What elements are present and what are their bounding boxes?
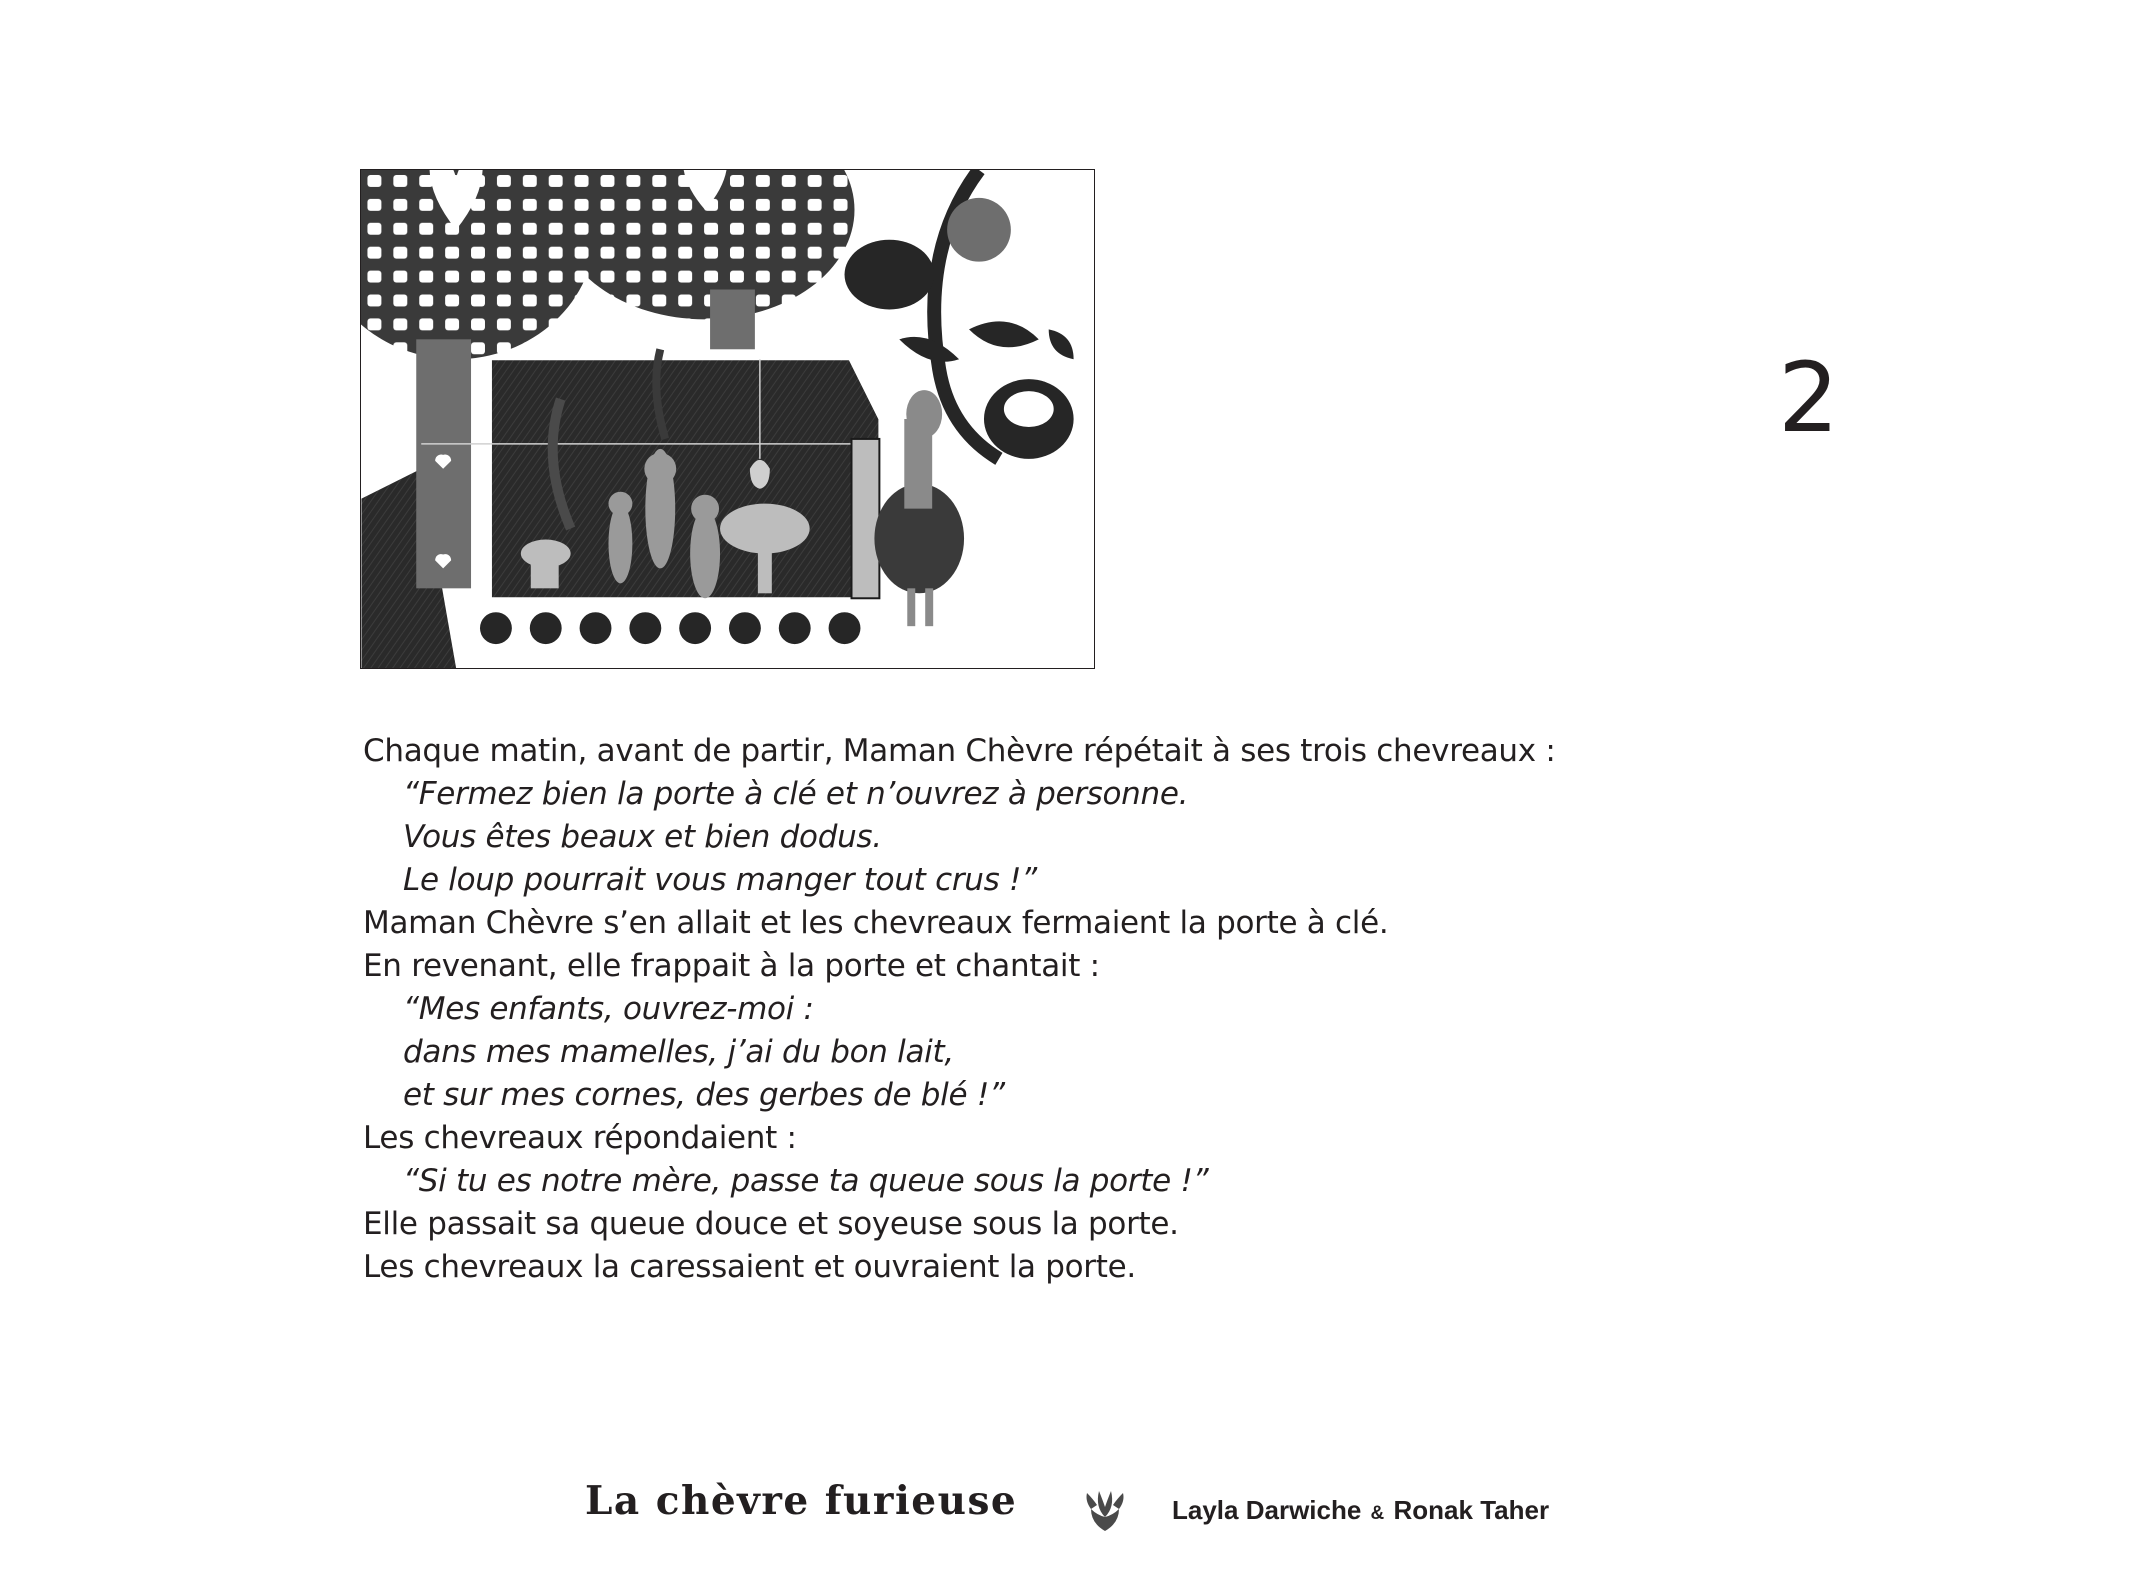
book-title: La chèvre furieuse bbox=[585, 1478, 1018, 1524]
story-line: Les chevreaux répondaient : bbox=[363, 1120, 797, 1156]
story-quote-line: “Si tu es notre mère, passe ta queue sous la porte !” bbox=[403, 1163, 1209, 1199]
page-number: 2 bbox=[1778, 342, 1840, 454]
story-text bbox=[363, 730, 1663, 1289]
story-illustration bbox=[360, 169, 1095, 669]
story-line: Chaque matin, avant de partir, Maman Chèvre répétait à ses trois chevreaux : bbox=[363, 733, 1556, 769]
story-quote-line: “Mes enfants, ouvrez-moi : bbox=[403, 991, 814, 1027]
authors bbox=[1172, 1497, 1549, 1523]
story-line: Maman Chèvre s’en allait et les chevreaux fermaient la porte à clé. bbox=[363, 905, 1389, 941]
story-quote-line: Vous êtes beaux et bien dodus. bbox=[403, 819, 882, 855]
story-line: Elle passait sa queue douce et soyeuse sous la porte. bbox=[363, 1206, 1179, 1242]
story-quote-line: “Fermez bien la porte à clé et n’ouvrez à personne. bbox=[403, 776, 1189, 812]
author-name: Layla Darwiche bbox=[1172, 1495, 1362, 1525]
goat-family-house-illustration bbox=[361, 170, 1094, 668]
author-name: Ronak Taher bbox=[1393, 1495, 1550, 1525]
story-line: En revenant, elle frappait à la porte et chantait : bbox=[363, 948, 1100, 984]
story-quote-line: Le loup pourrait vous manger tout crus !” bbox=[403, 862, 1037, 898]
flower-icon bbox=[1082, 1487, 1128, 1533]
story-line: Les chevreaux la caressaient et ouvraient la porte. bbox=[363, 1249, 1136, 1285]
story-quote-line: dans mes mamelles, j’ai du bon lait, bbox=[403, 1034, 954, 1070]
story-quote-line: et sur mes cornes, des gerbes de blé !” bbox=[403, 1077, 1005, 1113]
ampersand: & bbox=[1370, 1503, 1385, 1524]
